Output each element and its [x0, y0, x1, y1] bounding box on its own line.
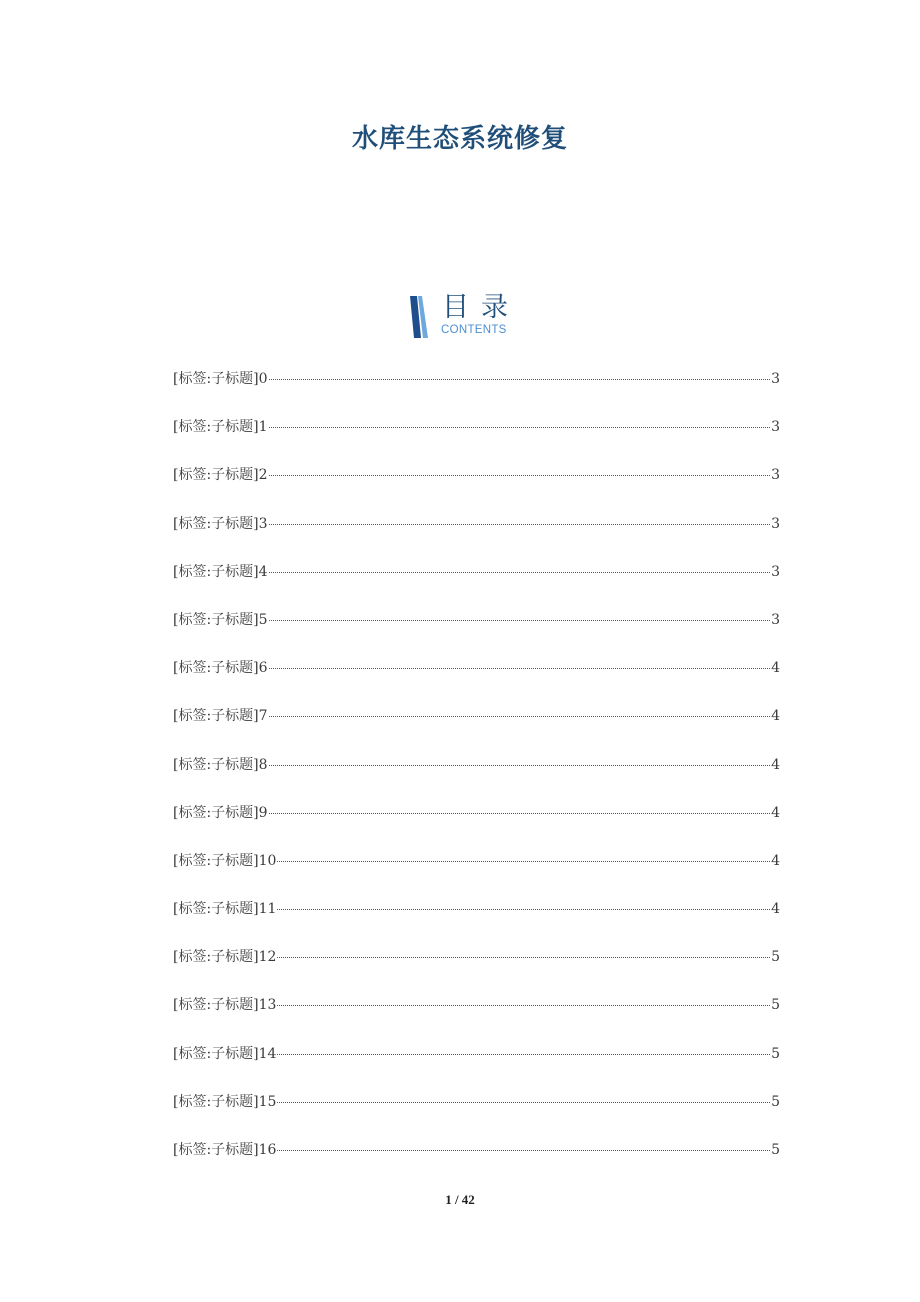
- toc-dot-leader: [269, 813, 771, 814]
- toc-entry[interactable]: [173, 368, 780, 416]
- toc-entry-label: [标签:子标题]16: [173, 1142, 277, 1158]
- toc-entry[interactable]: [173, 609, 780, 657]
- toc-entry-label: [标签:子标题]0: [173, 371, 268, 387]
- toc-entry-label: [标签:子标题]9: [173, 804, 268, 821]
- toc-dot-leader: [269, 620, 771, 621]
- toc-entry[interactable]: [173, 802, 780, 850]
- toc-entry[interactable]: [173, 1043, 780, 1091]
- toc-heading: 目录: [442, 292, 520, 323]
- toc-entry[interactable]: [173, 705, 780, 753]
- toc-entry-page-number: 5: [771, 1045, 780, 1062]
- toc-entry-label: [标签:子标题]13: [173, 997, 277, 1014]
- toc-dot-leader: [277, 861, 770, 862]
- toc-dot-leader: [269, 427, 771, 428]
- toc-dot-leader: [277, 909, 770, 910]
- toc-entry-label: [标签:子标题]12: [173, 949, 277, 966]
- toc-entry-label: [标签:子标题]6: [173, 660, 268, 677]
- toc-entry[interactable]: [173, 1091, 780, 1139]
- toc-dot-leader: [269, 572, 771, 573]
- toc-entry-label: [标签:子标题]10: [173, 852, 277, 869]
- toc-dot-leader: [269, 379, 771, 380]
- toc-entry-page-number: 4: [771, 756, 780, 773]
- toc-dot-leader: [269, 716, 771, 717]
- toc-entry-page-number: 3: [771, 563, 780, 580]
- toc-entry[interactable]: [173, 850, 780, 898]
- toc-dot-leader: [277, 1005, 770, 1006]
- toc-entry[interactable]: [173, 898, 780, 946]
- toc-dot-leader: [277, 1102, 770, 1103]
- toc-entry-label: [标签:子标题]4: [173, 563, 268, 580]
- toc-entry[interactable]: [173, 464, 780, 512]
- toc-entry[interactable]: [173, 513, 780, 561]
- toc-entry-page-number: 4: [771, 660, 780, 677]
- table-of-contents: [173, 368, 780, 1187]
- book-mark-icon: [408, 296, 430, 338]
- toc-entry-page-number: 4: [771, 708, 780, 725]
- toc-entry[interactable]: [173, 754, 780, 802]
- document-title: 水库生态系统修复: [351, 124, 568, 154]
- toc-dot-leader: [277, 1054, 770, 1055]
- page-indicator: 1 / 42: [445, 1192, 475, 1207]
- toc-entry[interactable]: [173, 416, 780, 464]
- toc-entry-label: [标签:子标题]15: [173, 1093, 277, 1110]
- toc-dot-leader: [277, 957, 770, 958]
- toc-entry-label: [标签:子标题]3: [173, 515, 268, 532]
- toc-entry-page-number: 3: [771, 467, 780, 484]
- toc-dot-leader: [277, 1150, 770, 1151]
- toc-entry-page-number: 5: [771, 949, 780, 966]
- toc-dot-leader: [269, 475, 771, 476]
- toc-dot-leader: [269, 765, 771, 766]
- toc-entry[interactable]: [173, 561, 780, 609]
- toc-entry-label: [标签:子标题]8: [173, 756, 268, 773]
- toc-entry-page-number: 4: [771, 804, 780, 821]
- toc-subheading: CONTENTS: [441, 324, 507, 336]
- toc-entry-page-number: 5: [771, 1142, 780, 1158]
- toc-entry-page-number: 5: [771, 997, 780, 1014]
- toc-entry-page-number: 5: [771, 1093, 780, 1110]
- toc-entry-label: [标签:子标题]7: [173, 708, 268, 725]
- toc-entry-label: [标签:子标题]14: [173, 1045, 277, 1062]
- toc-entry[interactable]: [173, 1139, 780, 1187]
- toc-entry-page-number: 3: [771, 419, 780, 436]
- toc-entry-page-number: 3: [771, 371, 780, 387]
- toc-entry-page-number: 3: [771, 515, 780, 532]
- toc-entry-label: [标签:子标题]2: [173, 467, 268, 484]
- toc-entry[interactable]: [173, 946, 780, 994]
- toc-dot-leader: [269, 668, 771, 669]
- toc-entry[interactable]: [173, 994, 780, 1042]
- toc-entry-label: [标签:子标题]1: [173, 419, 268, 436]
- toc-entry-label: [标签:子标题]11: [173, 901, 277, 918]
- toc-entry-page-number: 4: [771, 852, 780, 869]
- toc-entry[interactable]: [173, 657, 780, 705]
- toc-dot-leader: [269, 524, 771, 525]
- toc-entry-page-number: 3: [771, 611, 780, 628]
- toc-header: [408, 292, 548, 340]
- toc-entry-page-number: 4: [771, 901, 780, 918]
- toc-entry-label: [标签:子标题]5: [173, 611, 268, 628]
